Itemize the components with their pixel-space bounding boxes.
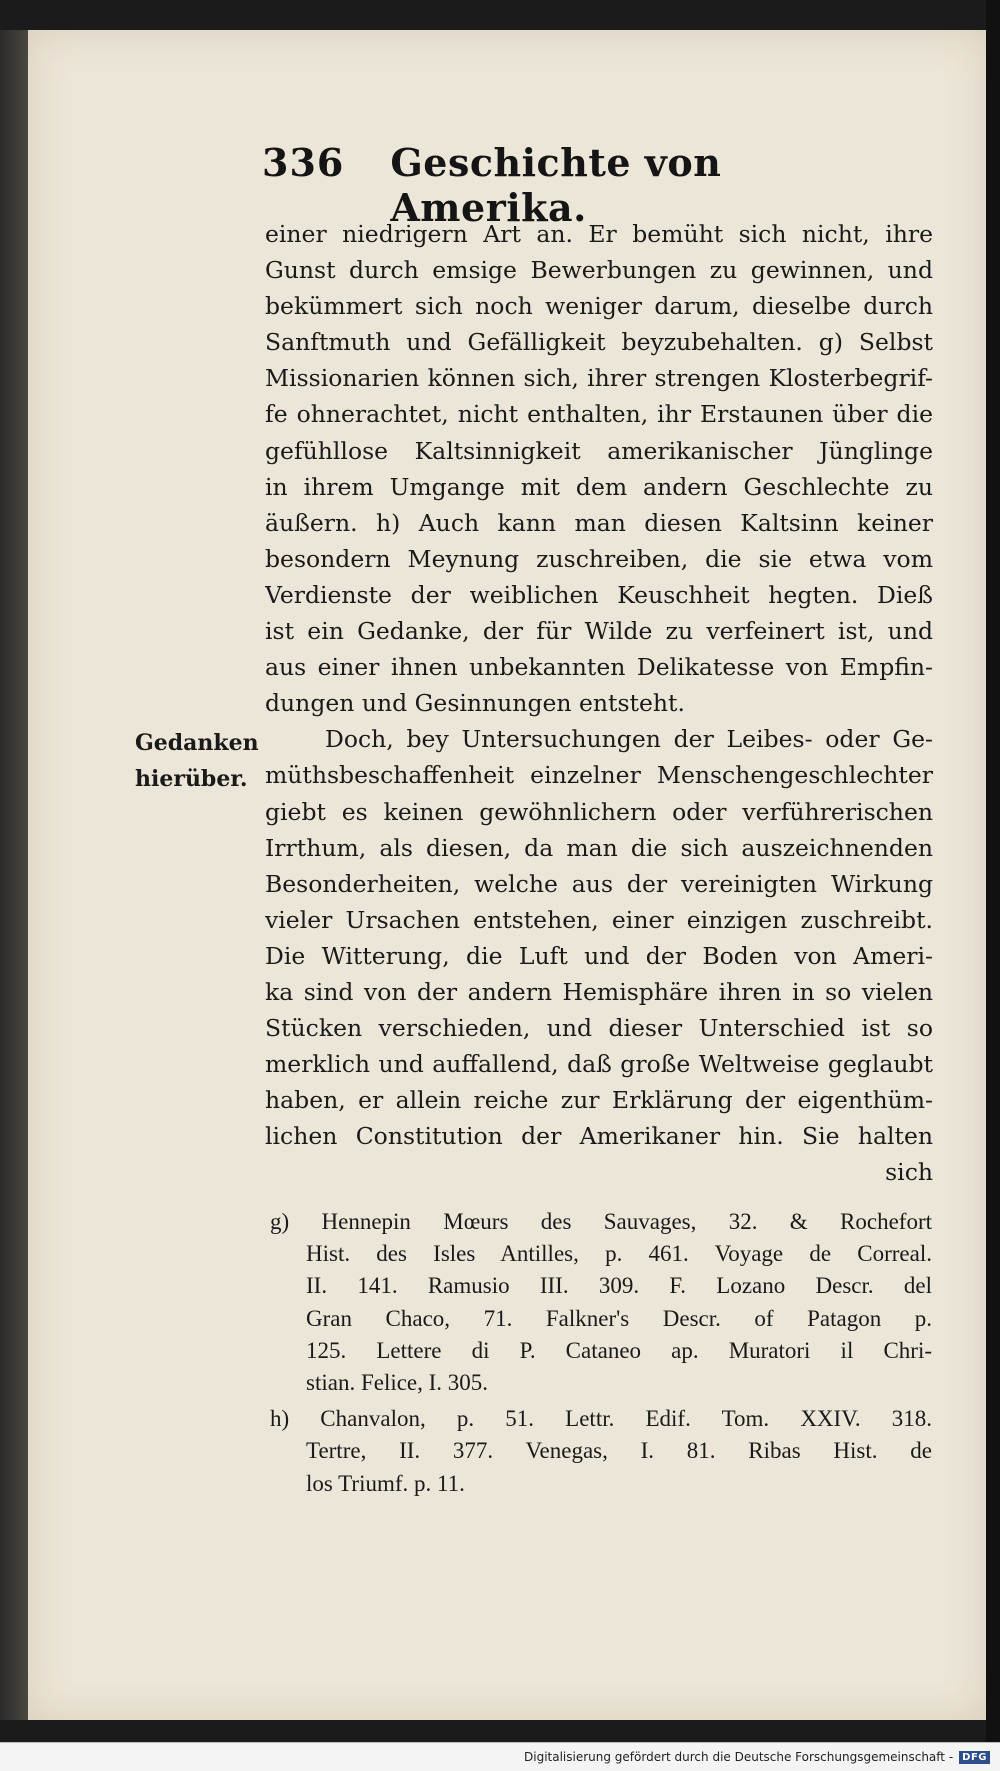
text-line: Stücken verschieden, und dieser Unterschied ist so	[265, 1014, 933, 1043]
footnote-line: Gran Chaco, 71. Falkner's Descr. of Patagon p.	[306, 1305, 932, 1331]
footnote-line: stian. Felice, I. 305.	[306, 1369, 489, 1395]
marginal-note	[135, 725, 259, 797]
text-line: Doch, bey Untersuchungen der Leibes- oder Ge-	[325, 725, 933, 754]
text-line: ist ein Gedanke, der für Wilde zu verfeinert ist, und	[265, 617, 933, 646]
text-line: einer niedrigern Art an. Er bemüht sich nicht, ihre	[265, 220, 933, 248]
footnote-line: Hist. des Isles Antilles, p. 461. Voyage de Correal.	[306, 1241, 932, 1267]
marginal-note-line: Gedanken	[135, 730, 259, 756]
text-line: äußern. h) Auch kann man diesen Kaltsinn keiner	[265, 508, 933, 537]
text-line: merklich und auffallend, daß große Weltweise geglaubt	[265, 1050, 933, 1079]
text-line: in ihrem Umgange mit dem andern Geschlechte zu	[265, 472, 933, 501]
credit-text: Digitalisierung gefördert durch die Deutsche Forschungsgemeinschaft -	[524, 1750, 954, 1764]
text-line: ka sind von der andern Hemisphäre ihren in so vielen	[265, 977, 933, 1006]
footnote-line: h) Chanvalon, p. 51. Lettr. Edif. Tom. XXIV. 318.	[270, 1406, 932, 1432]
text-line: haben, er allein reiche zur Erklärung der eigenthüm-	[265, 1086, 933, 1115]
text-line: giebt es keinen gewöhnlichern oder verführerischen	[265, 797, 933, 826]
text-line: dungen und Gesinnungen entsteht.	[265, 689, 685, 718]
text-line: vieler Ursachen entstehen, einer einzigen zuschreibt.	[265, 905, 933, 934]
catchword: sich	[885, 1158, 933, 1187]
text-line: aus einer ihnen unbekannten Delikatesse von Empfin-	[265, 653, 933, 682]
running-title: Geschichte von Amerika.	[390, 140, 722, 230]
text-line: Gunst durch emsige Bewerbungen zu gewinnen, und	[265, 256, 933, 285]
marginal-note-line: hierüber.	[135, 766, 248, 792]
book-spine-edge	[0, 30, 28, 1720]
text-line: besondern Meynung zuschreiben, die sie etwa vom	[265, 544, 933, 573]
digitization-credit-bar	[0, 1742, 1000, 1771]
footnote-line: los Triumf. p. 11.	[306, 1470, 465, 1496]
footnotes	[270, 1206, 932, 1500]
footnote-line: Tertre, II. 377. Venegas, I. 81. Ribas Hist. de	[306, 1438, 932, 1464]
text-line: Missionarien können sich, ihrer strengen Klosterbegrif-	[265, 364, 933, 393]
dfg-logo-icon: DFG	[959, 1751, 990, 1764]
text-line: Die Witterung, die Luft und der Boden von Ameri-	[265, 941, 933, 970]
text-line: bekümmert sich noch weniger darum, dieselbe durch	[265, 292, 933, 321]
text-line: Irrthum, als diesen, da man die sich auszeichnenden	[265, 833, 933, 862]
text-line: gefühllose Kaltsinnigkeit amerikanischer Jünglinge	[265, 436, 933, 465]
footnote-line: 125. Lettere di P. Cataneo ap. Muratori il Chri-	[306, 1337, 932, 1363]
text-line: Sanftmuth und Gefälligkeit beyzubehalten. g) Selbst	[265, 328, 933, 357]
text-line: Verdienste der weiblichen Keuschheit hegten. Dieß	[265, 580, 933, 609]
body-text	[265, 216, 933, 1191]
text-line: fe ohnerachtet, nicht enthalten, ihr Erstaunen über die	[265, 400, 933, 429]
text-line: müthsbeschaffenheit einzelner Menschengeschlechter	[265, 761, 933, 790]
footnote-line: II. 141. Ramusio III. 309. F. Lozano Descr. del	[306, 1273, 932, 1299]
page-number: 336	[262, 140, 345, 185]
text-line: Besonderheiten, welche aus der vereinigten Wirkung	[265, 869, 933, 898]
footnote-line: g) Hennepin Mœurs des Sauvages, 32. & Rochefort	[270, 1209, 932, 1234]
text-line: lichen Constitution der Amerikaner hin. Sie halten	[265, 1122, 933, 1151]
scan-border	[986, 0, 1000, 1771]
